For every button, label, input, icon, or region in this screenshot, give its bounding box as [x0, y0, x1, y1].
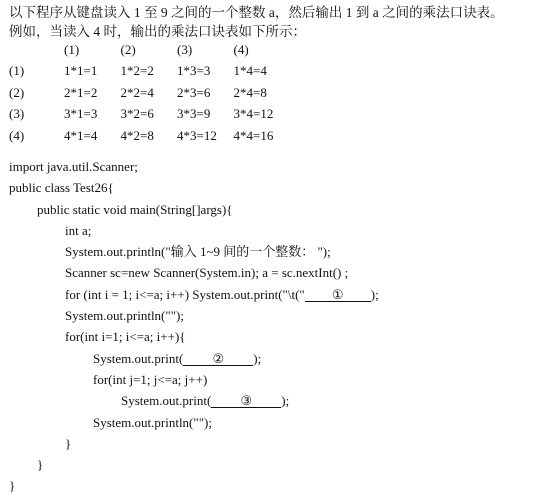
row-label: (4) [9, 127, 25, 143]
table-row [9, 82, 294, 104]
intro-line-1: 以下程序从键盘读入 1 至 9 之间的一个整数 a，然后输出 1 到 a 之间的乘法口诀表。 [9, 5, 504, 20]
code-line: System.out.println(""); [93, 414, 212, 430]
code-block [9, 156, 379, 497]
table-header-cell: (2) [120, 41, 136, 57]
code-line: import java.util.Scanner; [9, 159, 138, 174]
intro-line-2: 例如，当读入 4 时，输出的乘法口诀表如下所示： [9, 24, 306, 39]
code-line: int a; [65, 222, 92, 238]
code-text: ); [253, 350, 262, 366]
code-line: for(int i=1; i<=a; i++){ [65, 329, 186, 345]
code-line: public static void main(String[]args){ [37, 201, 233, 217]
code-line: } [65, 435, 72, 451]
code-text: ); [281, 393, 290, 409]
code-line-blank-2 [9, 348, 379, 369]
table-cell: 1*2=2 [120, 63, 154, 79]
table-header-cell [9, 39, 64, 61]
table-cell: 3*2=6 [120, 106, 154, 122]
fill-blank-1: ① [305, 288, 371, 302]
code-line-blank-3 [9, 390, 379, 411]
table-header-cell: (3) [177, 41, 193, 57]
code-line: System.out.println(""); [65, 308, 184, 324]
table-cell: 1*4=4 [233, 63, 267, 79]
table-cell: 2*3=6 [177, 84, 211, 100]
table-cell: 4*3=12 [177, 127, 217, 143]
code-text: System.out.print( [121, 393, 212, 409]
table-row [9, 61, 294, 83]
code-line: System.out.println("输入 1~9 间的一个整数： "); [65, 244, 331, 260]
code-text: ); [370, 286, 379, 302]
table-cell: 2*1=2 [64, 84, 98, 100]
table-cell: 3*1=3 [64, 106, 98, 122]
table-row [9, 104, 294, 126]
code-line: for(int j=1; j<=a; j++) [93, 371, 208, 387]
table-cell: 4*4=16 [233, 127, 274, 143]
code-text: System.out.print( [93, 350, 184, 366]
table-cell: 4*1=4 [64, 127, 98, 143]
table-cell: 3*3=9 [177, 106, 211, 122]
code-line: } [9, 478, 16, 494]
multiplication-table [9, 39, 294, 147]
code-text: for (int i = 1; i<=a; i++) System.out.print("\t(" [65, 286, 305, 302]
table-cell: 3*4=12 [233, 106, 274, 122]
table-cell: 1*1=1 [64, 63, 98, 79]
table-row [9, 125, 294, 147]
row-label: (1) [9, 63, 25, 79]
table-header-row [9, 39, 294, 61]
table-header-cell: (4) [233, 41, 249, 57]
code-line: } [37, 457, 44, 473]
table-header-cell: (1) [64, 41, 80, 57]
code-line-blank-1 [9, 284, 379, 305]
row-label: (3) [9, 106, 25, 122]
fill-blank-2: ② [183, 352, 253, 366]
table-cell: 1*3=3 [177, 63, 211, 79]
table-cell: 2*2=4 [120, 84, 154, 100]
row-label: (2) [9, 84, 25, 100]
code-line: Scanner sc=new Scanner(System.in); a = sc.nextInt() ; [65, 265, 349, 281]
table-cell: 2*4=8 [233, 84, 267, 100]
table-cell: 4*2=8 [120, 127, 154, 143]
fill-blank-3: ③ [211, 394, 281, 408]
code-line: public class Test26{ [9, 180, 114, 196]
